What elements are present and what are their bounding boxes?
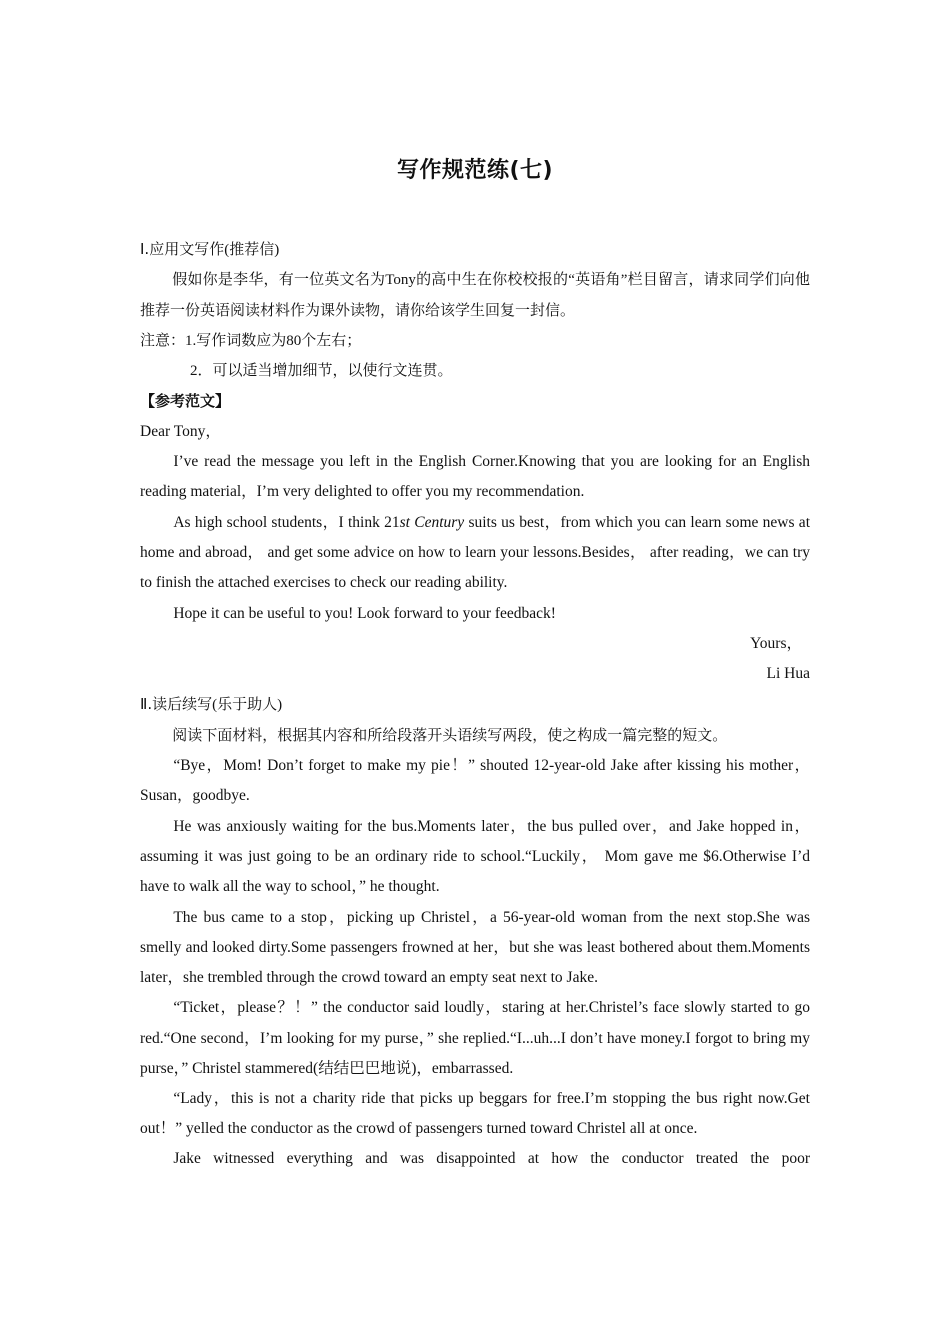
section-1-heading bbox=[140, 234, 810, 265]
story-paragraph-5: “Lady，this is not a charity ride that picks up beggars for free.I’m stopping the bus right now.Get out！” yelled the conductor as the crowd of passengers turned toward Christel all at once. bbox=[140, 1090, 810, 1137]
model-essay-label: 【参考范文】 bbox=[140, 392, 231, 411]
letter-salutation: Dear Tony， bbox=[140, 422, 221, 440]
letter-paragraph-2 bbox=[140, 508, 810, 599]
newspaper-name: st Century bbox=[399, 513, 465, 531]
story-paragraph-4: “Ticket，please？！” the conductor said loudly，staring at her.Christel’s face slowly started to go red.“One second，I’m looking for my purse，” she replied.“I...uh...I don’t have money.I forgot to bring my purse，” Christel stammered(结结巴巴地说)，embarrassed. bbox=[140, 999, 810, 1078]
story-paragraph-2: He was anxiously waiting for the bus.Moments later，the bus pulled over，and Jake hopped in， assuming it was just going to be an ordinary ride to school.“Luckily， Mom gave me $6.Otherwise I’d have to walk all the way to school，” he thought. bbox=[140, 817, 810, 896]
letter-paragraph-2-rest: suits us best，from which you can learn some news at home and abroad， and get some advice on how to learn your lessons.Besides， after reading，we can try to finish the attached exercises to check our reading ability. bbox=[140, 513, 810, 592]
section-2-title: 读后续写 bbox=[152, 695, 213, 714]
section-1-numeral: Ⅰ. bbox=[140, 240, 150, 258]
section-2-instruction: 阅读下面材料，根据其内容和所给段落开头语续写两段，使之构成一篇完整的短文。 bbox=[172, 727, 728, 744]
section-2-heading bbox=[140, 689, 810, 720]
section-2-numeral: Ⅱ. bbox=[140, 695, 153, 714]
letter-signature: Li Hua bbox=[766, 665, 810, 683]
letter-paragraph-2-start: As high school students，I think 21 bbox=[173, 513, 400, 531]
note-label: 注意： bbox=[140, 332, 186, 349]
letter-closing: Yours， bbox=[750, 634, 802, 652]
note-line-1 bbox=[140, 326, 810, 356]
story-paragraph-1: “Bye，Mom! Don’t forget to make my pie！” shouted 12-year-old Jake after kissing his mother，Susan，goodbye. bbox=[140, 757, 810, 805]
section-1-title: 应用文写作 bbox=[149, 240, 225, 258]
document-body bbox=[140, 234, 810, 1174]
section-1-prompt: 假如你是李华，有一位英文名为Tony的高中生在你校校报的“英语角”栏目留言，请求同学们向他推荐一份英语阅读材料作为课外读物，请你给该学生回复一封信。 bbox=[140, 272, 810, 319]
note-item-2: 2．可以适当增加细节，以使行文连贯。 bbox=[190, 363, 453, 380]
note-item-1: 1.写作词数应为80个左右； bbox=[185, 332, 362, 349]
page-title: 写作规范练(七) bbox=[396, 158, 554, 183]
letter-paragraph-3: Hope it can be useful to you! Look forward to your feedback! bbox=[173, 604, 556, 622]
section-2-subtitle: (乐于助人) bbox=[212, 697, 283, 714]
story-paragraph-3: The bus came to a stop，picking up Christel，a 56-year-old woman from the next stop.She was smelly and looked dirty.Some passengers frowned at her，but she was least bothered about them.Moments later，she trembled through the crowd toward an empty seat next to Jake. bbox=[140, 908, 810, 987]
story-paragraph-6: Jake witnessed everything and was disappointed at how the conductor treated the poor bbox=[173, 1149, 810, 1167]
section-1-subtitle: (推荐信) bbox=[224, 242, 280, 258]
letter-paragraph-1: I’ve read the message you left in the English Corner.Knowing that you are looking for an English reading material，I’m very delighted to offer you my recommendation. bbox=[140, 453, 810, 501]
